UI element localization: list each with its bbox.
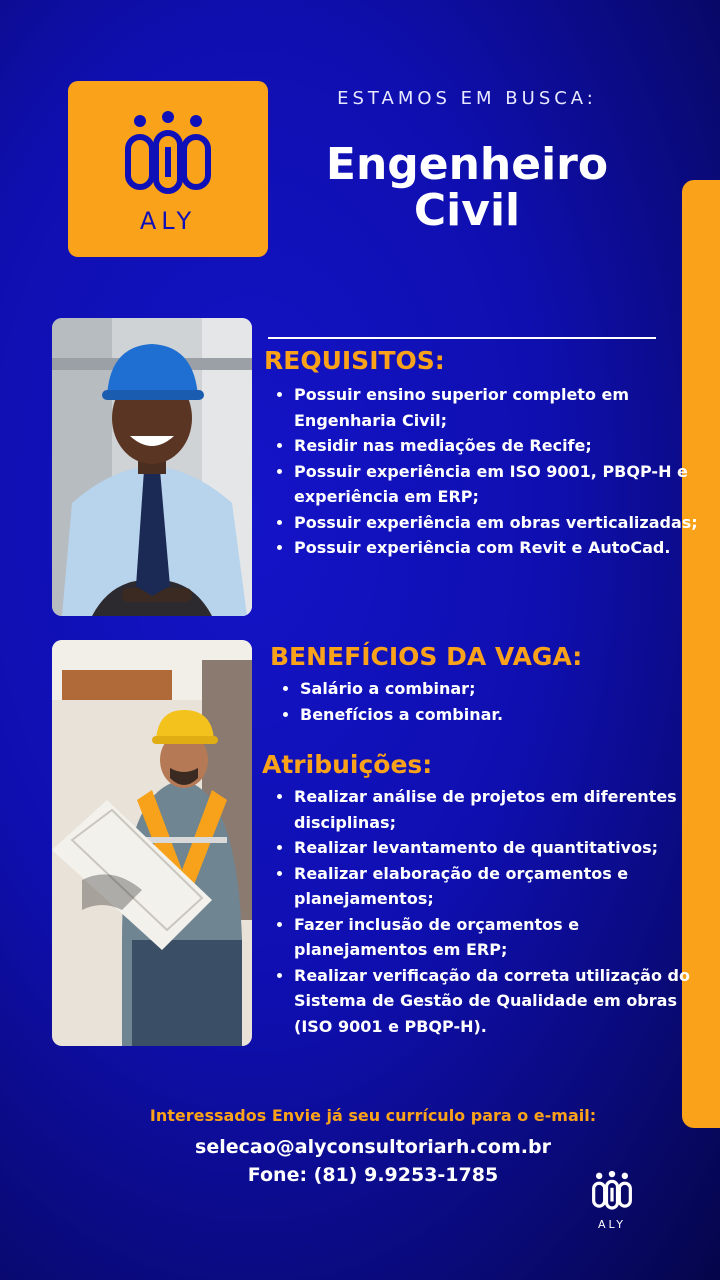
header-kicker: ESTAMOS EM BUSCA: xyxy=(337,88,597,109)
footer-cta: Interessados Envie já seu currículo para o e-mail: xyxy=(149,1106,597,1125)
brand-logo-box xyxy=(68,81,268,257)
atribuicoes-heading: Atribuições: xyxy=(262,750,433,779)
footer-logo xyxy=(586,1170,638,1231)
job-title-line2: Civil xyxy=(413,185,521,236)
engineer-blueprint-photo xyxy=(52,640,252,1046)
divider xyxy=(268,337,656,339)
list-item: • Realizar levantamento de quantitativos; xyxy=(294,835,708,861)
footer-brand-name: ALY xyxy=(598,1218,626,1231)
requisitos-heading: REQUISITOS: xyxy=(264,346,445,375)
list-item: • Possuir experiência em obras verticalizadas; xyxy=(294,510,704,536)
list-item: • Benefícios a combinar. xyxy=(300,702,700,728)
list-item: • Realizar verificação da correta utilização do Sistema de Gestão de Qualidade em obras (ISO 9001 e PBQP-H). xyxy=(294,963,708,1040)
list-item: • Realizar elaboração de orçamentos e planejamentos; xyxy=(294,861,708,912)
beneficios-list xyxy=(274,676,700,727)
list-item: • Fazer inclusão de orçamentos e planejamentos em ERP; xyxy=(294,912,708,963)
brand-name: ALY xyxy=(139,207,197,235)
list-item: • Possuir ensino superior completo em Engenharia Civil; xyxy=(294,382,704,433)
aly-people-logo-icon xyxy=(120,109,216,199)
requisitos-list xyxy=(268,382,704,561)
beneficios-heading: BENEFÍCIOS DA VAGA: xyxy=(270,642,583,671)
list-item: • Possuir experiência com Revit e AutoCad. xyxy=(294,535,704,561)
aly-people-logo-icon xyxy=(590,1170,634,1212)
engineer-photo xyxy=(52,318,252,616)
job-title-line1: Engenheiro xyxy=(325,139,609,190)
contact-email-link[interactable]: selecao@alyconsultoriarh.com.br xyxy=(195,1136,551,1158)
job-title xyxy=(302,139,632,236)
list-item: • Residir nas mediações de Recife; xyxy=(294,433,704,459)
atribuicoes-list xyxy=(268,784,708,1039)
list-item: • Salário a combinar; xyxy=(300,676,700,702)
list-item: • Realizar análise de projetos em diferentes disciplinas; xyxy=(294,784,708,835)
contact-phone: Fone: (81) 9.9253-1785 xyxy=(247,1164,499,1186)
list-item: • Possuir experiência em ISO 9001, PBQP-H e experiência em ERP; xyxy=(294,459,704,510)
